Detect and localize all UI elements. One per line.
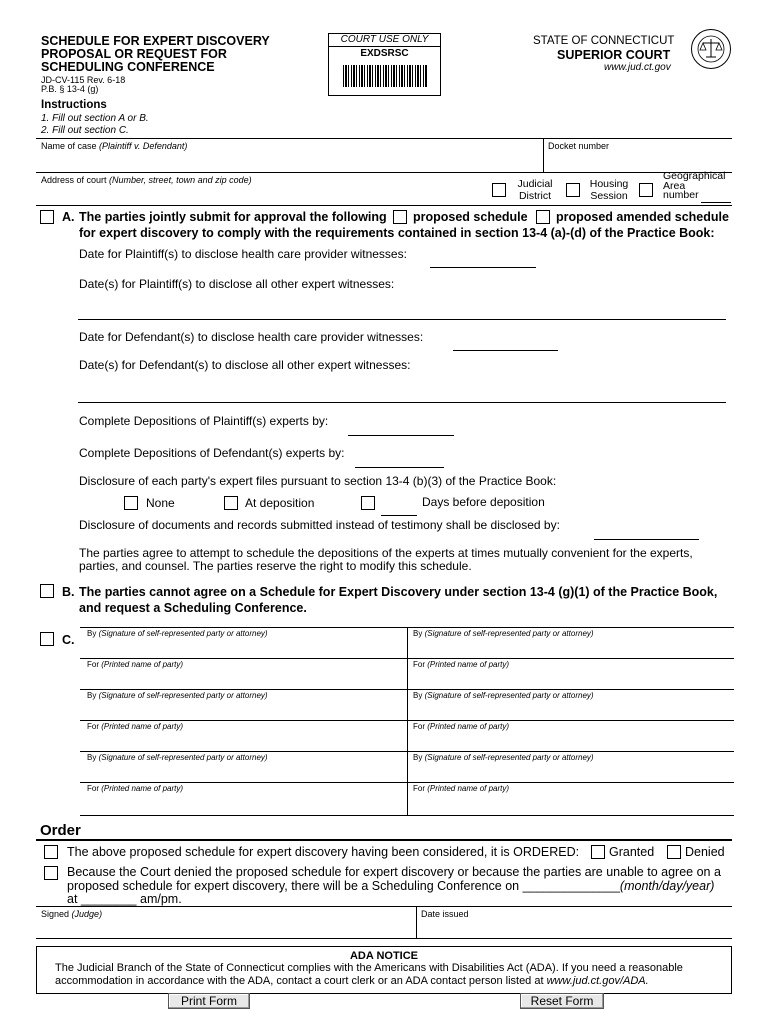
ada-notice-box [36,946,732,994]
party-name-label-4: For (Printed name of party) [413,722,510,731]
order-heading: Order [40,822,81,839]
signature-input-4[interactable] [412,702,730,718]
judge-signature-input[interactable] [40,920,410,935]
proposed-amended-schedule-label: proposed amended schedule [556,210,729,224]
proposed-schedule-label: proposed schedule [413,210,528,224]
party-name-input-6[interactable] [412,795,730,811]
signature-input-1[interactable] [86,640,404,656]
none-label: None [146,496,175,510]
geographical-area-checkbox[interactable] [639,183,653,197]
housing-session-checkbox[interactable] [566,183,580,197]
print-form-button[interactable]: Print Form [168,993,250,1009]
defendant-hcp-date-input[interactable] [453,337,558,351]
date-issued-label: Date issued [421,909,469,919]
party-name-input-1[interactable] [86,671,404,687]
proposed-amended-schedule-checkbox[interactable] [536,210,550,224]
section-b-checkbox[interactable] [40,584,54,598]
days-before-deposition-label: Days before deposition [422,495,545,509]
geographical-area-label: Geographical Area number [663,170,726,201]
plaintiff-other-dates-input[interactable] [78,305,726,320]
at-deposition-label: At deposition [245,496,315,510]
agreement-text: The parties agree to attempt to schedule the depositions of the experts at times mutually convenient for the experts, parties, and counsel. The parties reserve the right to modify this schedule. [79,546,693,573]
state-seal-icon [690,28,732,70]
defendant-hcp-label: Date for Defendant(s) to disclose health care provider witnesses: [79,330,424,344]
signature-label-2: By (Signature of self-represented party or attorney) [413,629,594,638]
ada-notice-line1: The Judicial Branch of the State of Connecticut complies with the Americans with Disabilities Act (ADA). If you need a reasonable [55,962,683,974]
depositions-plaintiff-label: Complete Depositions of Plaintiff(s) experts by: [79,414,329,428]
order-considered-checkbox[interactable] [44,845,58,859]
court-use-only-label: COURT USE ONLY [329,34,440,47]
section-a-checkbox[interactable] [40,210,54,224]
signature-label-1: By (Signature of self-represented party or attorney) [87,629,268,638]
party-name-label-3: For (Printed name of party) [87,722,184,731]
signature-label-6: By (Signature of self-represented party or attorney) [413,753,594,762]
section-c-letter: C. [62,633,75,647]
order-considered-text: The above proposed schedule for expert discovery having been considered, it is ORDERED: [67,845,580,859]
state-name: STATE OF CONNECTICUT [533,35,675,47]
defendant-other-dates-input[interactable] [78,388,726,403]
party-name-input-4[interactable] [412,733,730,749]
geographical-area-number-input[interactable] [701,190,731,202]
court-code: EXDSRSC [360,48,409,59]
plaintiff-hcp-label: Date for Plaintiff(s) to disclose health care provider witnesses: [79,247,407,261]
days-before-deposition-input[interactable] [381,501,417,516]
denied-label: Denied [685,845,725,859]
documents-disclosure-label: Disclosure of documents and records submitted instead of testimony shall be disclosed by: [79,518,560,532]
signature-input-3[interactable] [86,702,404,718]
signature-input-2[interactable] [412,640,730,656]
order-divider [36,839,732,841]
depositions-defendant-label: Complete Depositions of Defendant(s) experts by: [79,446,345,460]
section-a-letter: A. [62,210,75,224]
signature-input-6[interactable] [412,764,730,780]
none-checkbox[interactable] [124,496,138,510]
instruction-step-2: 2. Fill out section C. [41,125,129,136]
plaintiff-other-label: Date(s) for Plaintiff(s) to disclose all other expert witnesses: [79,277,395,291]
reset-form-button[interactable]: Reset Form [520,993,604,1009]
judicial-district-label: Judicial District [517,178,553,202]
court-name: SUPERIOR COURT [557,48,671,62]
granted-checkbox[interactable] [591,845,605,859]
documents-disclosure-date-input[interactable] [594,526,699,540]
case-name-input[interactable] [40,152,540,169]
section-a-intro: The parties jointly submit for approval the following [79,210,387,224]
docket-number-label: Docket number [548,141,610,151]
party-name-label-5: For (Printed name of party) [87,784,184,793]
at-deposition-checkbox[interactable] [224,496,238,510]
expert-files-label: Disclosure of each party's expert files pursuant to section 13-4 (b)(3) of the Practice Book: [79,474,557,488]
party-name-input-5[interactable] [86,795,404,811]
signature-input-5[interactable] [86,764,404,780]
signed-judge-label: Signed (Judge) [41,909,103,919]
form-title-line3: SCHEDULING CONFERENCE [41,60,215,74]
case-name-label: Name of case (Plaintiff v. Defendant) [41,141,188,151]
date-issued-input[interactable] [420,920,730,935]
scheduling-conference-text: Because the Court denied the proposed schedule for expert discovery or because the parties are unable to agree on a proposed schedule for expert discovery, there will be a Scheduling Conference on ______________(month/day/year) at ________ am/pm. [67,865,721,906]
section-b-text: The parties cannot agree on a Schedule for Expert Discovery under section 13-4 (g)(1) of the Practice Book, and request a Scheduling Conference. [79,585,718,615]
form-title-line1: SCHEDULE FOR EXPERT DISCOVERY [41,34,270,48]
granted-label: Granted [609,845,655,859]
court-website: www.jud.ct.gov [604,62,671,73]
ada-notice-line2: accommodation in accordance with the ADA, contact a court clerk or an ADA contact person listed at www.jud.ct.gov/ADA. [55,975,649,987]
signature-label-3: By (Signature of self-represented party or attorney) [87,691,268,700]
section-c-checkbox[interactable] [40,632,54,646]
depositions-defendant-date-input[interactable] [355,453,444,468]
barcode [343,65,427,87]
depositions-plaintiff-date-input[interactable] [348,421,454,436]
court-address-input[interactable] [40,187,480,204]
party-name-label-2: For (Printed name of party) [413,660,510,669]
section-b-letter: B. [62,585,75,599]
section-a-requirements: for expert discovery to comply with the requirements contained in section 13-4 (a)-(d) of the Practice Book: [79,226,715,240]
ada-notice-heading: ADA NOTICE [349,950,419,962]
party-name-label-1: For (Printed name of party) [87,660,184,669]
form-title-line2: PROPOSAL OR REQUEST FOR [41,47,227,61]
party-name-input-3[interactable] [86,733,404,749]
housing-session-label: Housing Session [589,178,629,202]
judicial-district-checkbox[interactable] [492,183,506,197]
defendant-other-label: Date(s) for Defendant(s) to disclose all other expert witnesses: [79,358,411,372]
docket-number-input[interactable] [547,152,730,169]
signature-label-5: By (Signature of self-represented party or attorney) [87,753,268,762]
form-id: JD-CV-115 Rev. 6-18 [41,75,126,85]
instructions-heading: Instructions [41,99,107,111]
instruction-step-1: 1. Fill out section A or B. [41,113,149,124]
plaintiff-hcp-date-input[interactable] [430,254,536,268]
party-name-label-6: For (Printed name of party) [413,784,510,793]
proposed-schedule-checkbox[interactable] [393,210,407,224]
court-address-label: Address of court (Number, street, town and zip code) [41,175,252,185]
form-title [41,35,270,74]
signature-label-4: By (Signature of self-represented party or attorney) [413,691,594,700]
scheduling-conference-checkbox[interactable] [44,866,58,880]
party-name-input-2[interactable] [412,671,730,687]
practice-book-ref: P.B. § 13-4 (g) [41,84,99,94]
court-use-box [328,33,441,96]
days-before-deposition-checkbox[interactable] [361,496,375,510]
denied-checkbox[interactable] [667,845,681,859]
